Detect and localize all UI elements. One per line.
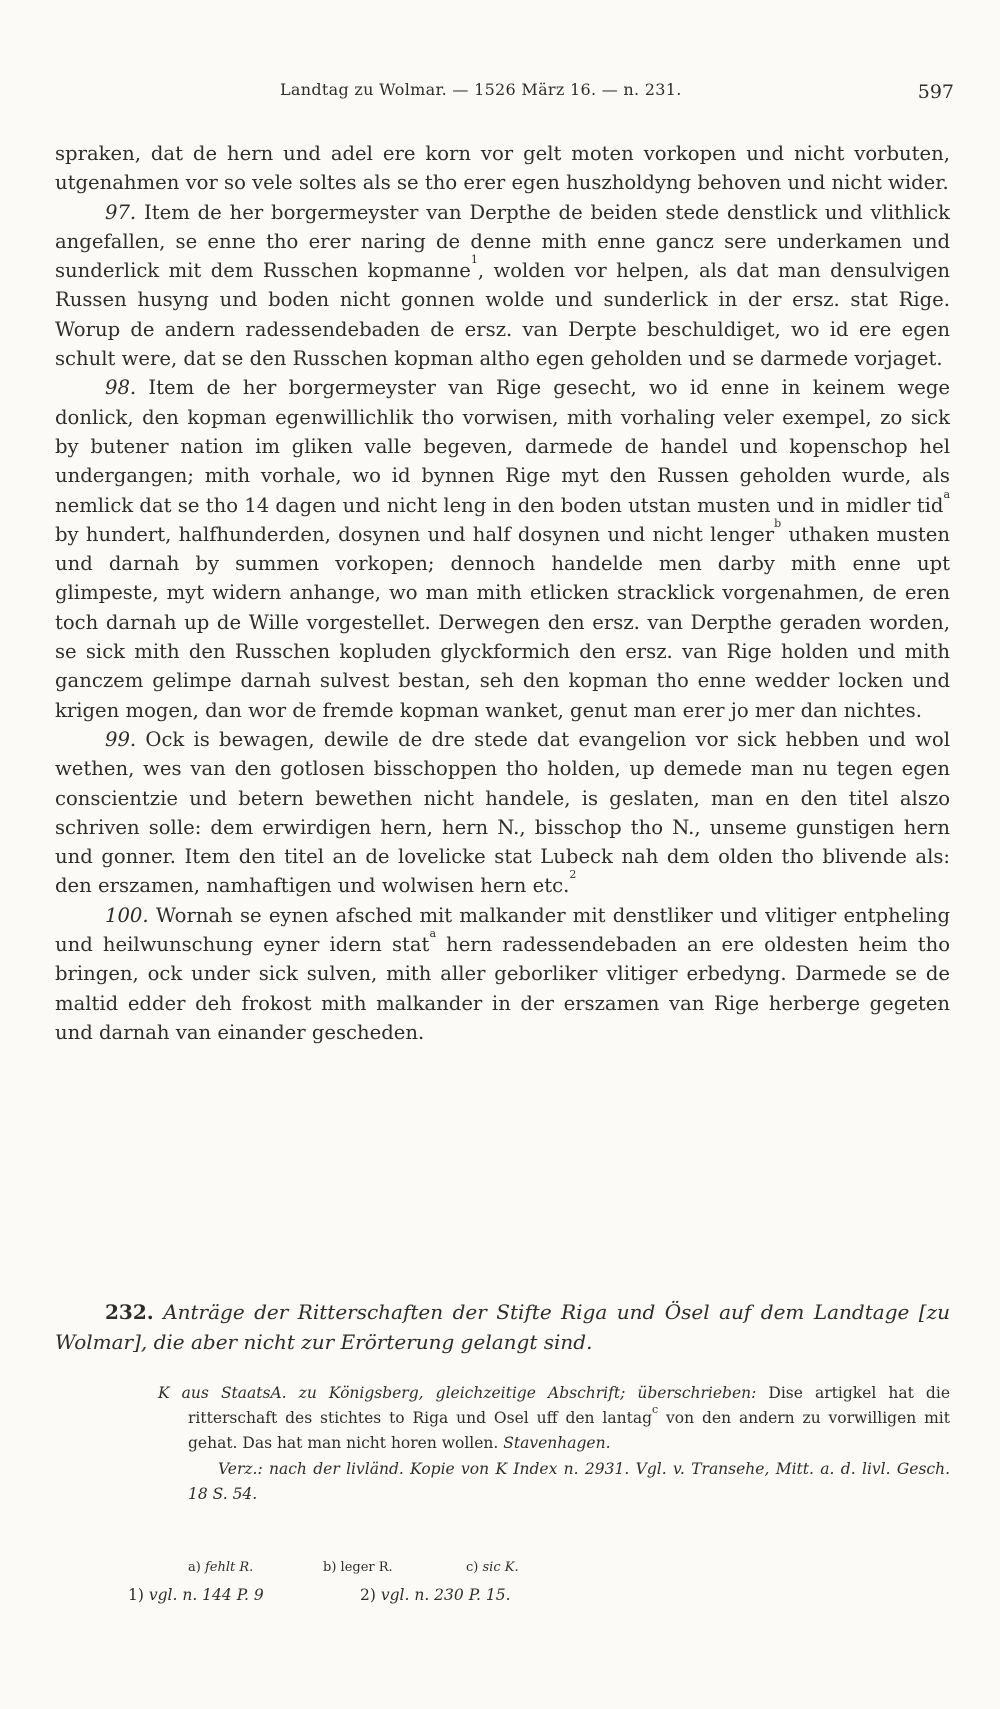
paragraph-number: 100.: [105, 903, 149, 927]
numbered-footnotes: [128, 1586, 828, 1612]
main-text: [55, 139, 950, 1047]
source-signature: Stavenhagen.: [503, 1434, 611, 1452]
paragraph-97: [55, 198, 950, 374]
footnote-mark: b): [323, 1560, 337, 1575]
paragraph-text: spraken, dat de hern und adel ere korn vor gelt moten vorkopen und nicht vorbuten, utgenahmen vor so vele soltes als se tho erer egen huszholdyng behoven und nicht wider.: [55, 142, 950, 195]
document-heading: [55, 1297, 950, 1357]
paragraph-text: Wornah se eynen afsched mit malkander mit denstliker und vlitiger entpheling und heilwunschung eyner idern stat: [55, 903, 950, 957]
document-title: Anträge der Ritterschaften der Stifte Riga und Ösel auf dem Landtage [zu Wolmar], die aber nicht zur Erörterung gelangt sind.: [55, 1300, 951, 1354]
paragraph-98: [55, 373, 950, 725]
footnote-mark: 2): [360, 1586, 376, 1604]
footnote-mark: 1): [128, 1586, 144, 1604]
paragraph-number: 97.: [105, 200, 137, 224]
page-header: [0, 80, 1000, 104]
footnote-b: [323, 1560, 393, 1575]
regest-note: [188, 1457, 950, 1507]
footnote-text: fehlt R.: [204, 1560, 254, 1575]
footnote-text: sic K.: [482, 1560, 519, 1575]
footnote-text: leger R.: [340, 1560, 393, 1575]
source-note: [158, 1381, 950, 1456]
letter-footnotes: [188, 1560, 888, 1582]
source-label: K aus StaatsA. zu Königsberg, gleichzeitige Abschrift; überschrieben:: [158, 1384, 757, 1402]
footnote-mark: c): [466, 1560, 479, 1575]
footnote-ref[interactable]: 1: [470, 253, 478, 267]
footnote-c: [466, 1560, 519, 1575]
paragraph-number: 99.: [105, 727, 137, 751]
footnote-ref[interactable]: a: [429, 927, 436, 941]
paragraph-99: [55, 725, 950, 901]
paragraph-text: by hundert, halfhunderden, dosynen und half dosynen und nicht lenger: [55, 522, 775, 546]
footnote-text: vgl. n. 230 P. 15.: [380, 1586, 511, 1604]
footnote-ref[interactable]: a: [943, 487, 950, 501]
paragraph-text: Item de her borgermeyster van Derpthe de beiden stede denstlick und vlithlick angefallen, se enne tho erer naring de denne mith enne gancz sere underkamen und sunderlick mit dem Russchen kopmanne: [55, 200, 950, 283]
paragraph-text: uthaken musten und darnah by summen vorkopen; dennoch handelde men darby mith enne upt glimpeste, myt widern anhange, wo man mith etlicken stracklick vorgenahmen, de eren toch darnah up de Wille vorgestellet. Derwegen den ersz. van Derpthe geraden worden, se sick mith den Russchen kopluden glyckformich den ersz. van Rige holden und mith ganczem gelimpe darnah sulvest bestan, seh den kopman tho enne wedder locken und krigen mogen, dan wor de fremde kopman wanket, genut man erer jo mer dan nichtes.: [55, 522, 950, 722]
footnote-ref[interactable]: 2: [569, 868, 577, 882]
paragraph-text: hern radessendebaden an ere oldesten heim tho bringen, ock under sick sulven, mith aller geborliker vlitiger erbedyng. Darmede se de maltid edder deh frokost mith malkander in der erszamen van Rige herberge gegeten und darnah van einander gescheden.: [55, 933, 950, 1044]
regest-text: Verz.: nach der livländ. Kopie von K Index n. 2931. Vgl. v. Transehe, Mitt. a. d. livl. Gesch. 18 S. 54.: [188, 1460, 950, 1503]
paragraph-number: 98.: [105, 376, 137, 400]
footnote-mark: a): [188, 1560, 201, 1575]
page-number: 597: [917, 81, 954, 103]
document-number: 232.: [105, 1300, 154, 1324]
source-text: von den andern zu vorwilligen mit gehat. Das hat man nicht horen wollen.: [188, 1409, 950, 1452]
paragraph-100: [55, 901, 950, 1047]
paragraph-text: Item de her borgermeyster van Rige gesecht, wo id enne in keinem wege donlick, den kopman egenwillichlik tho vorwisen, mith vorhaling veler exempel, zo sick by butener nation im gliken valle begeven, darmede de handel und kopenschop hel undergangen; mith vorhale, wo id bynnen Rige myt den Russen geholden wurde, als nemlick dat se tho 14 dagen und nicht leng in den boden utstan musten und in midler tid: [55, 376, 950, 517]
paragraph-continuation: [55, 139, 950, 198]
paragraph-text: Ock is bewagen, dewile de dre stede dat evangelion vor sick hebben und wol wethen, wes van den gotlosen bisschoppen tho holden, up demede man nu tegen egen conscientzie und betern bewethen nicht handele, is geslaten, man en den titel alszo schriven solle: dem erwirdigen hern, hern N., bisschop tho N., unseme gunstigen hern und gonner. Item den titel an de lovelicke stat Lubeck nah dem olden tho blivende als: den erszamen, namhaftigen und wolwisen hern etc.: [55, 727, 950, 898]
running-head: Landtag zu Wolmar. — 1526 März 16. — n. 231.: [280, 80, 682, 99]
paragraph-text: , wolden vor helpen, als dat man densulvigen Russen husyng und boden nicht gonnen wolde und sunderlick in der ersz. stat Rige. Worup de andern radessendebaden de ersz. van Derpte beschuldiget, wo id ere egen schult were, dat se den Russchen kopman altho egen geholden und se darmede vorjaget.: [55, 259, 950, 371]
footnote-ref[interactable]: b: [774, 516, 782, 530]
footnote-1: [128, 1586, 264, 1604]
source-text: Dise artigkel hat die ritterschaft des stichtes to Riga und Osel uff den lantag: [188, 1384, 950, 1427]
footnote-2: [360, 1586, 511, 1604]
footnote-ref[interactable]: c: [652, 1403, 659, 1416]
footnote-text: vgl. n. 144 P. 9: [148, 1586, 264, 1604]
footnote-a: [188, 1560, 253, 1575]
